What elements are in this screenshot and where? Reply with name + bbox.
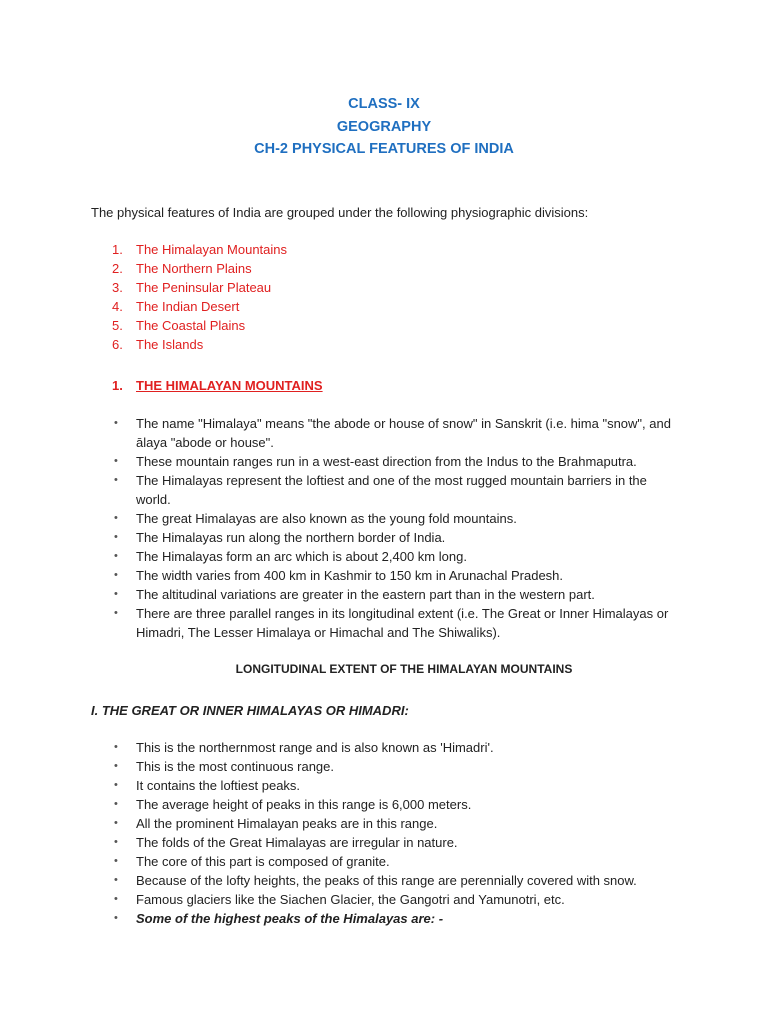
- bullet-icon: •: [114, 798, 118, 810]
- bullet-icon: •: [114, 874, 118, 886]
- bullet-text: This is the most continuous range.: [136, 759, 334, 774]
- longitudinal-extent-heading: LONGITUDINAL EXTENT OF THE HIMALAYAN MOUNTAINS: [235, 662, 573, 676]
- bullet-icon: •: [114, 569, 118, 581]
- bullet-icon: •: [114, 531, 118, 543]
- bullet-text: The width varies from 400 km in Kashmir to 150 km in Arunachal Pradesh.: [136, 568, 564, 583]
- bullet-text: The folds of the Great Himalayas are irregular in nature.: [136, 835, 458, 850]
- list-number: 2.: [112, 261, 123, 276]
- bullet-icon: •: [114, 607, 118, 619]
- list-label: The Indian Desert: [136, 299, 240, 314]
- list-label: The Himalayan Mountains: [136, 242, 288, 257]
- bullet-icon: •: [114, 893, 118, 905]
- bullet-text: The Himalayas form an arc which is about 2,400 km long.: [136, 549, 467, 564]
- list-item: [0, 414, 768, 452]
- bullet-icon: •: [114, 741, 118, 753]
- list-number: 6.: [112, 337, 123, 352]
- list-item: [0, 471, 768, 509]
- list-item: [0, 509, 768, 528]
- bullet-text: The Himalayas represent the loftiest and one of the most rugged mountain barriers in the world.: [136, 473, 647, 507]
- himalaya-facts-list: [0, 414, 768, 642]
- bullet-icon: •: [114, 474, 118, 486]
- list-item: [0, 871, 768, 890]
- bullet-icon: •: [114, 836, 118, 848]
- list-item: [0, 585, 768, 604]
- himadri-facts-list: [0, 738, 768, 928]
- list-item: [0, 757, 768, 776]
- list-item: [0, 795, 768, 814]
- list-item: [0, 452, 768, 471]
- section-title: THE HIMALAYAN MOUNTAINS: [136, 378, 323, 393]
- bullet-text: The great Himalayas are also known as the young fold mountains.: [136, 511, 517, 526]
- bullet-icon: •: [114, 817, 118, 829]
- bullet-icon: •: [114, 588, 118, 600]
- list-number: 5.: [112, 318, 123, 333]
- bullet-text: These mountain ranges run in a west-east direction from the Indus to the Brahmaputra.: [136, 454, 637, 469]
- bullet-text: There are three parallel ranges in its longitudinal extent (i.e. The Great or Inner Himalayas or Himadri, The Lesser Himalaya or Himachal and The Shiwaliks).: [136, 606, 669, 640]
- list-label: The Northern Plains: [136, 261, 252, 276]
- bullet-icon: •: [114, 455, 118, 467]
- bullet-text: The altitudinal variations are greater in the eastern part than in the western part.: [136, 587, 595, 602]
- section-number: 1.: [112, 378, 123, 393]
- list-item: [0, 909, 768, 928]
- class-heading: CLASS- IX: [348, 96, 420, 112]
- bullet-text: Because of the lofty heights, the peaks of this range are perennially covered with snow.: [136, 873, 637, 888]
- chapter-heading: CH-2 PHYSICAL FEATURES OF INDIA: [254, 141, 514, 157]
- intro-paragraph: The physical features of India are grouped under the following physiographic divisions:: [91, 205, 589, 220]
- bullet-text: It contains the loftiest peaks.: [136, 778, 301, 793]
- bullet-text: The average height of peaks in this range is 6,000 meters.: [136, 797, 472, 812]
- list-item: [0, 547, 768, 566]
- bullet-icon: •: [114, 855, 118, 867]
- list-number: 1.: [112, 242, 123, 257]
- list-item: [0, 566, 768, 585]
- list-item: [0, 776, 768, 795]
- bullet-text: The Himalayas run along the northern border of India.: [136, 530, 446, 545]
- bullet-icon: •: [114, 417, 118, 429]
- bullet-icon: •: [114, 779, 118, 791]
- himadri-subheading: I. THE GREAT OR INNER HIMALAYAS OR HIMADRI:: [91, 703, 409, 718]
- bullet-icon: •: [114, 550, 118, 562]
- list-label: The Islands: [136, 337, 204, 352]
- bullet-text: The core of this part is composed of granite.: [136, 854, 390, 869]
- list-number: 3.: [112, 280, 123, 295]
- list-item: [0, 738, 768, 757]
- section-heading-himalayan: [112, 376, 323, 395]
- subject-heading: GEOGRAPHY: [336, 118, 432, 135]
- list-item: [0, 833, 768, 852]
- list-item: [0, 814, 768, 833]
- bullet-text: The name "Himalaya" means "the abode or house of snow" in Sanskrit (i.e. hima "snow", and ālaya "abode or house".: [136, 416, 671, 450]
- list-item: [0, 890, 768, 909]
- bullet-text-emphasis: Some of the highest peaks of the Himalayas are: -: [136, 911, 444, 926]
- document-header: [0, 93, 768, 161]
- list-item: [0, 852, 768, 871]
- list-label: The Peninsular Plateau: [136, 280, 272, 295]
- list-item: [0, 528, 768, 547]
- bullet-text: All the prominent Himalayan peaks are in this range.: [136, 816, 438, 831]
- bullet-icon: •: [114, 912, 118, 924]
- bullet-text: Famous glaciers like the Siachen Glacier, the Gangotri and Yamunotri, etc.: [136, 892, 565, 907]
- list-label: The Coastal Plains: [136, 318, 246, 333]
- bullet-text: This is the northernmost range and is also known as 'Himadri'.: [136, 740, 494, 755]
- list-number: 4.: [112, 299, 123, 314]
- bullet-icon: •: [114, 760, 118, 772]
- bullet-icon: •: [114, 512, 118, 524]
- list-item: [0, 604, 768, 642]
